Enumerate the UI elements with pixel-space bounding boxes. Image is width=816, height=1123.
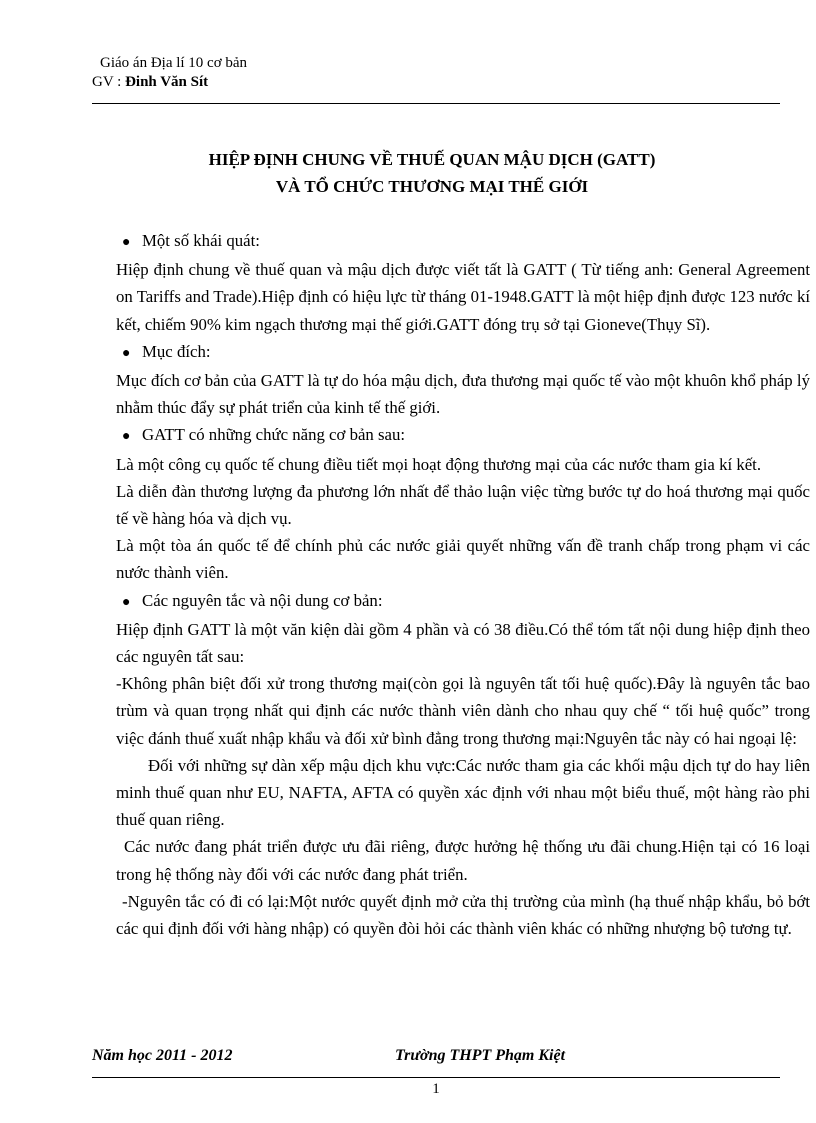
page-header xyxy=(92,54,780,92)
section-heading-text: GATT có những chức năng cơ bản sau: xyxy=(142,425,406,445)
bullet-icon: ● xyxy=(122,594,131,610)
title-line-1: HIỆP ĐỊNH CHUNG VỀ THUẾ QUAN MẬU DỊCH (GATT) xyxy=(208,150,656,169)
header-teacher-name: Đinh Văn Sít xyxy=(125,74,209,90)
section-heading-functions xyxy=(116,421,810,450)
header-course-label: Giáo án Địa lí 10 cơ bản xyxy=(100,55,248,71)
section-heading-overview xyxy=(116,227,810,256)
bullet-icon: ● xyxy=(122,429,131,445)
document-body xyxy=(116,227,810,942)
header-divider xyxy=(92,103,780,104)
bullet-icon: ● xyxy=(122,345,131,361)
document-title xyxy=(112,146,752,200)
paragraph: -Không phân biệt đối xử trong thương mại(còn gọi là nguyên tất tối huệ quốc).Đây là nguyên tắc bao trùm và quan trọng nhất qui định các nước thành viên dành cho nhau quy chế “ tối huệ quốc” trong việc đánh thuế xuất nhập khẩu và đối xử bình đẳng trong thương mại:Nguyên tắc này có hai ngoại lệ: xyxy=(116,674,810,748)
paragraph: -Nguyên tắc có đi có lại:Một nước quyết định mở cửa thị trường của mình (hạ thuế nhập khẩu, bỏ bớt các qui định đối với hàng nhập) có quyền đòi hỏi các thành viên khác có những nhượng bộ tương tự. xyxy=(116,891,810,939)
paragraph: Đối với những sự dàn xếp mậu dịch khu vực:Các nước tham gia các khối mậu dịch tự do hay liên minh thuế quan như EU, NAFTA, AFTA có quyền xác định với nhau một biểu thuế, một hàng rào phi thuế quan riêng. xyxy=(116,755,810,830)
footer-school-name: Trường THPT Phạm Kiệt xyxy=(395,1047,566,1064)
paragraph: Các nước đang phát triển được ưu đãi riêng, được hưởng hệ thống ưu đãi chung.Hiện tại có 16 loại trong hệ thống này đối với các nước đang phát triển. xyxy=(116,837,810,884)
paragraph: Mục đích cơ bản của GATT là tự do hóa mậu dịch, đưa thương mại quốc tế vào một khuôn khổ pháp lý nhằm thúc đẩy sự phát triển của kinh tế thế giới. xyxy=(116,371,810,418)
header-teacher-line xyxy=(92,73,780,92)
section-heading-text: Một số khái quát: xyxy=(142,231,260,250)
section-heading-purpose xyxy=(116,338,810,367)
page-number: 1 xyxy=(432,1081,440,1097)
title-line-2: VÀ TỔ CHỨC THƯƠNG MẠI THẾ GIỚI xyxy=(275,177,589,196)
paragraph: Là một công cụ quốc tế chung điều tiết mọi hoạt động thương mại của các nước tham gia kí kết. xyxy=(116,454,762,474)
header-teacher-prefix: GV : xyxy=(92,74,126,90)
section-heading-text: Mục đích: xyxy=(142,341,211,361)
paragraph: Hiệp định chung về thuế quan và mậu dịch được viết tất là GATT ( Từ tiếng anh: General Agreement on Tariffs and Trade).Hiệp định có hiệu lực từ tháng 01-1948.GATT là một hiệp định được 123 nước kí kết, chiếm 90% kim ngạch thương mại thế giới.GATT đóng trụ sở tại Gioneve(Thụy Sĩ). xyxy=(116,260,810,334)
section-heading-principles xyxy=(116,587,810,616)
paragraph: Là một tòa án quốc tế để chính phủ các nước giải quyết những vấn đề tranh chấp trong phạm vi các nước thành viên. xyxy=(116,536,810,583)
footer-school-year: Năm học 2011 - 2012 xyxy=(92,1047,233,1064)
section-heading-text: Các nguyên tắc và nội dung cơ bản: xyxy=(142,590,383,610)
paragraph: Hiệp định GATT là một văn kiện dài gồm 4 phần và có 38 điều.Có thể tóm tất nội dung hiệp định theo các nguyên tất sau: xyxy=(116,619,810,667)
paragraph: Là diễn đàn thương lượng đa phương lớn nhất để thảo luận việc từng bước tự do hoá thương mại quốc tế về hàng hóa và dịch vụ. xyxy=(116,481,810,529)
bullet-icon: ● xyxy=(122,235,131,250)
footer-divider xyxy=(92,1077,780,1078)
